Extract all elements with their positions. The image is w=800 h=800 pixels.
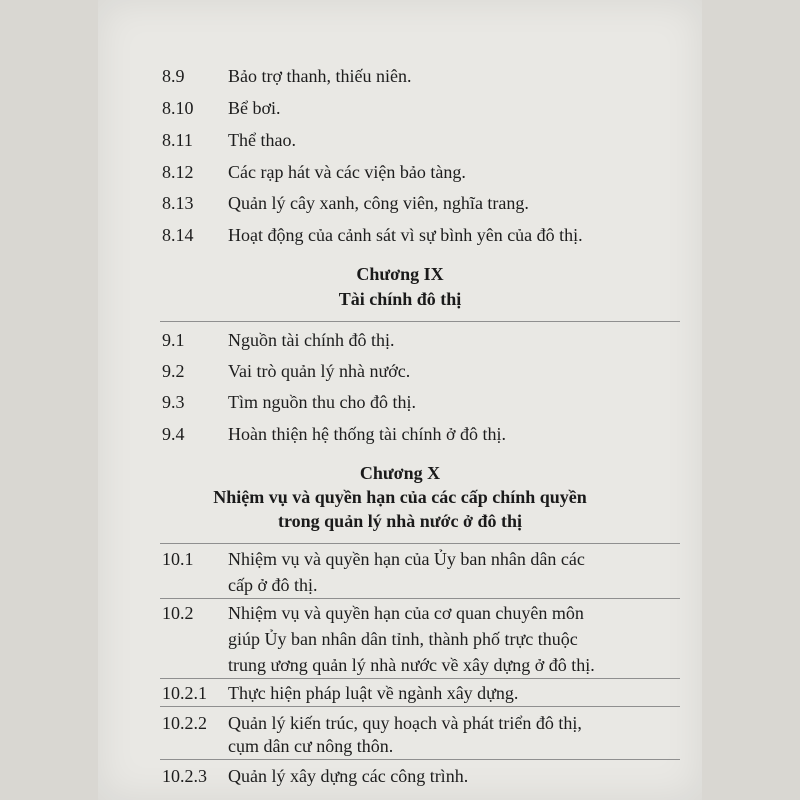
entry-title-line: Nhiệm vụ và quyền hạn của Ủy ban nhân dân các: [228, 549, 585, 569]
entry-number: 8.9: [162, 66, 185, 86]
entry-title: Quản lý cây xanh, công viên, nghĩa trang.: [228, 193, 529, 213]
entry-number: 8.11: [162, 130, 193, 150]
entry-number: 8.12: [162, 162, 194, 182]
entry-divider: [160, 598, 680, 599]
entry-title: Tìm nguồn thu cho đô thị.: [228, 392, 416, 412]
entry-title-line: Quản lý kiến trúc, quy hoạch và phát triển đô thị,: [228, 713, 582, 733]
entry-title-line: Nhiệm vụ và quyền hạn của cơ quan chuyên môn: [228, 603, 584, 623]
entry-number: 8.10: [162, 98, 194, 118]
entry-number: 10.1: [162, 549, 194, 569]
entry-title-line: giúp Ủy ban nhân dân tỉnh, thành phố trực thuộc: [228, 629, 578, 649]
chapter-label: Chương IX: [356, 264, 444, 284]
entry-title: Quản lý xây dựng các công trình.: [228, 766, 469, 786]
entry-number: 10.2.3: [162, 766, 207, 786]
entry-divider: [160, 678, 680, 679]
chapter-title-line: trong quản lý nhà nước ở đô thị: [278, 511, 522, 531]
entry-title: Thực hiện pháp luật về ngành xây dựng.: [228, 683, 519, 703]
entry-number: 8.14: [162, 225, 194, 245]
entry-divider: [160, 759, 680, 760]
chapter-divider: [160, 321, 680, 322]
entry-number: 8.13: [162, 193, 194, 213]
entry-title: Hoạt động của cảnh sát vì sự bình yên của đô thị.: [228, 225, 583, 245]
entry-title: Bảo trợ thanh, thiếu niên.: [228, 66, 412, 86]
entry-divider: [160, 706, 680, 707]
entry-number: 9.3: [162, 392, 185, 412]
entry-title: Bể bơi.: [228, 98, 281, 118]
entry-title: Nguồn tài chính đô thị.: [228, 330, 395, 350]
entry-number: 10.2.1: [162, 683, 207, 703]
entry-title: Thể thao.: [228, 130, 296, 150]
entry-number: 10.2: [162, 603, 194, 623]
chapter-title-line: Nhiệm vụ và quyền hạn của các cấp chính quyền: [213, 487, 587, 507]
entry-number: 9.1: [162, 330, 185, 350]
entry-number: 10.2.2: [162, 713, 207, 733]
chapter-title: Tài chính đô thị: [338, 289, 462, 309]
entry-title-line: trung ương quản lý nhà nước về xây dựng ở đô thị.: [228, 655, 595, 675]
entry-title-line: cấp ở đô thị.: [228, 575, 318, 595]
entry-number: 9.2: [162, 361, 185, 381]
entry-title: Hoàn thiện hệ thống tài chính ở đô thị.: [228, 424, 506, 444]
entry-number: 9.4: [162, 424, 185, 444]
chapter-divider: [160, 543, 680, 544]
entry-title-line: cụm dân cư nông thôn.: [228, 736, 394, 756]
entry-title: Vai trò quản lý nhà nước.: [228, 361, 411, 381]
chapter-label: Chương X: [359, 463, 441, 483]
entry-title: Các rạp hát và các viện bảo tàng.: [228, 162, 466, 182]
